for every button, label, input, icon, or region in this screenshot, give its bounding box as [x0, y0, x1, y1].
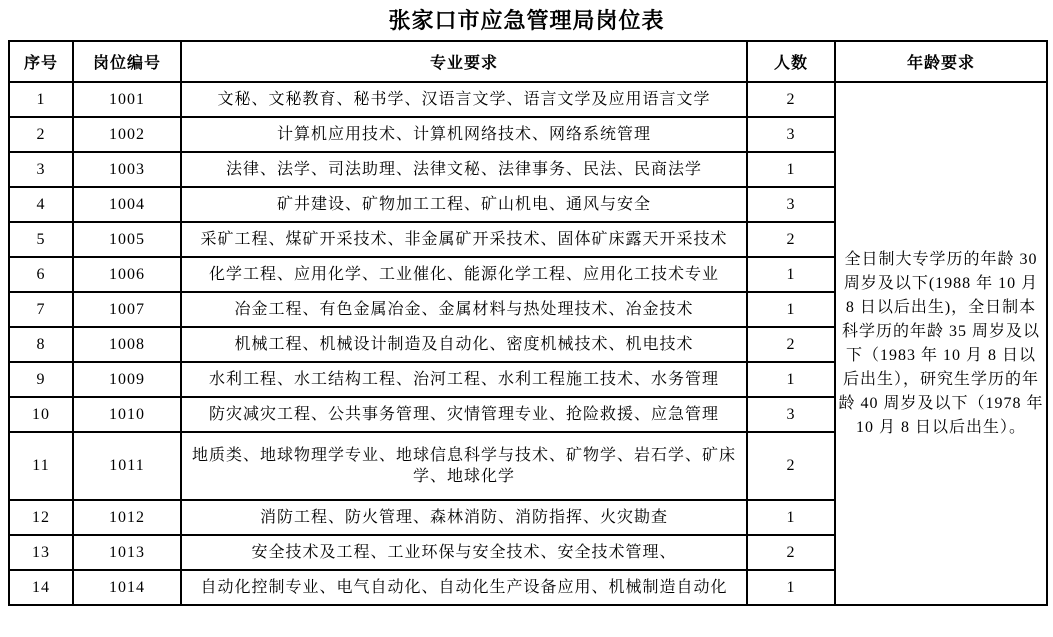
- serial-cell: 12: [9, 500, 73, 535]
- header-age-requirement: 年龄要求: [835, 41, 1047, 82]
- headcount-cell: 2: [747, 432, 835, 500]
- position-code-cell: 1009: [73, 362, 181, 397]
- headcount-cell: 1: [747, 570, 835, 605]
- table-row: [9, 82, 1047, 117]
- headcount-cell: 3: [747, 117, 835, 152]
- headcount-cell: 1: [747, 500, 835, 535]
- header-position-code: 岗位编号: [73, 41, 181, 82]
- major-requirement-cell: 计算机应用技术、计算机网络技术、网络系统管理: [181, 117, 747, 152]
- headcount-cell: 2: [747, 222, 835, 257]
- major-requirement-cell: 矿井建设、矿物加工工程、矿山机电、通风与安全: [181, 187, 747, 222]
- major-requirement-cell: 采矿工程、煤矿开采技术、非金属矿开采技术、固体矿床露天开采技术: [181, 222, 747, 257]
- serial-cell: 10: [9, 397, 73, 432]
- serial-cell: 5: [9, 222, 73, 257]
- position-code-cell: 1012: [73, 500, 181, 535]
- serial-cell: 1: [9, 82, 73, 117]
- major-requirement-cell: 防灾减灾工程、公共事务管理、灾情管理专业、抢险救援、应急管理: [181, 397, 747, 432]
- position-code-cell: 1007: [73, 292, 181, 327]
- major-requirement-cell: 水利工程、水工结构工程、治河工程、水利工程施工技术、水务管理: [181, 362, 747, 397]
- position-code-cell: 1003: [73, 152, 181, 187]
- serial-cell: 13: [9, 535, 73, 570]
- major-requirement-cell: 法律、法学、司法助理、法律文秘、法律事务、民法、民商法学: [181, 152, 747, 187]
- serial-cell: 3: [9, 152, 73, 187]
- headcount-cell: 1: [747, 292, 835, 327]
- serial-cell: 7: [9, 292, 73, 327]
- header-serial-number: 序号: [9, 41, 73, 82]
- headcount-cell: 1: [747, 152, 835, 187]
- serial-cell: 9: [9, 362, 73, 397]
- position-code-cell: 1013: [73, 535, 181, 570]
- headcount-cell: 2: [747, 327, 835, 362]
- header-headcount: 人数: [747, 41, 835, 82]
- major-requirement-cell: 自动化控制专业、电气自动化、自动化生产设备应用、机械制造自动化: [181, 570, 747, 605]
- serial-cell: 11: [9, 432, 73, 500]
- serial-cell: 2: [9, 117, 73, 152]
- position-code-cell: 1008: [73, 327, 181, 362]
- major-requirement-cell: 机械工程、机械设计制造及自动化、密度机械技术、机电技术: [181, 327, 747, 362]
- position-table: [8, 40, 1048, 606]
- position-code-cell: 1011: [73, 432, 181, 500]
- position-code-cell: 1004: [73, 187, 181, 222]
- headcount-cell: 1: [747, 362, 835, 397]
- headcount-cell: 3: [747, 187, 835, 222]
- major-requirement-cell: 冶金工程、有色金属冶金、金属材料与热处理技术、冶金技术: [181, 292, 747, 327]
- headcount-cell: 3: [747, 397, 835, 432]
- serial-cell: 4: [9, 187, 73, 222]
- headcount-cell: 2: [747, 535, 835, 570]
- position-code-cell: 1002: [73, 117, 181, 152]
- serial-cell: 6: [9, 257, 73, 292]
- major-requirement-cell: 文秘、文秘教育、秘书学、汉语言文学、语言文学及应用语言文学: [181, 82, 747, 117]
- position-code-cell: 1014: [73, 570, 181, 605]
- position-code-cell: 1006: [73, 257, 181, 292]
- major-requirement-cell: 地质类、地球物理学专业、地球信息科学与技术、矿物学、岩石学、矿床学、地球化学: [181, 432, 747, 500]
- serial-cell: 8: [9, 327, 73, 362]
- table-header-row: [9, 41, 1047, 82]
- headcount-cell: 2: [747, 82, 835, 117]
- header-major-requirement: 专业要求: [181, 41, 747, 82]
- age-requirement-cell: 全日制大专学历的年龄 30 周岁及以下(1988 年 10 月 8 日以后出生)，全日制本科学历的年龄 35 周岁及以下（1983 年 10 月 8 日以后出生），研究生学历的年龄 40 周岁及以下（1978 年 10 月 8 日以后出生）。: [835, 82, 1047, 605]
- position-code-cell: 1001: [73, 82, 181, 117]
- major-requirement-cell: 消防工程、防火管理、森林消防、消防指挥、火灾勘查: [181, 500, 747, 535]
- position-code-cell: 1005: [73, 222, 181, 257]
- serial-cell: 14: [9, 570, 73, 605]
- major-requirement-cell: 化学工程、应用化学、工业催化、能源化学工程、应用化工技术专业: [181, 257, 747, 292]
- headcount-cell: 1: [747, 257, 835, 292]
- major-requirement-cell: 安全技术及工程、工业环保与安全技术、安全技术管理、: [181, 535, 747, 570]
- page-title: 张家口市应急管理局岗位表: [388, 8, 665, 33]
- position-code-cell: 1010: [73, 397, 181, 432]
